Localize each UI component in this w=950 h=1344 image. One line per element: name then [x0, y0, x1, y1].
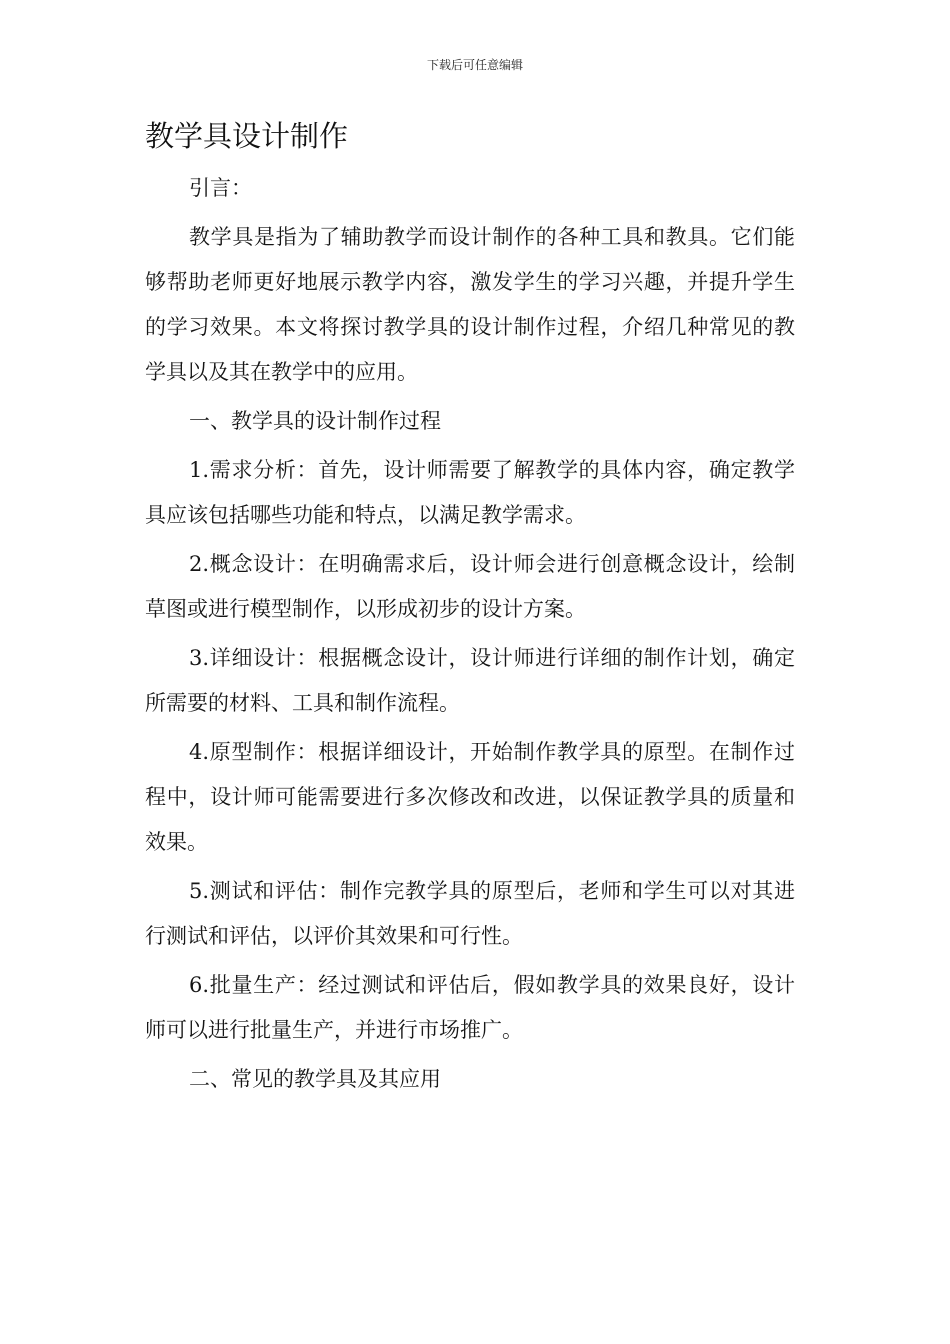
section-heading-process: 一、教学具的设计制作过程	[189, 409, 441, 433]
paragraph-intro-label: 引言：	[189, 176, 252, 200]
paragraph-step-6: 6.批量生产：经过测试和评估后，假如教学具的效果良好，设计师可以进行批量生产，并进行市场推广。	[145, 973, 795, 1042]
paragraph-intro: 教学具是指为了辅助教学而设计制作的各种工具和教具。它们能够帮助老师更好地展示教学内容，激发学生的学习兴趣，并提升学生的学习效果。本文将探讨教学具的设计制作过程，介绍几种常见的教学具以及其在教学中的应用。	[145, 225, 795, 384]
paragraph-step-2: 2.概念设计：在明确需求后，设计师会进行创意概念设计，绘制草图或进行模型制作，以形成初步的设计方案。	[145, 552, 795, 621]
document-title: 教学具设计制作	[145, 119, 349, 153]
paragraph-step-5: 5.测试和评估：制作完教学具的原型后，老师和学生可以对其进行测试和评估，以评价其效果和可行性。	[145, 879, 795, 948]
paragraph-step-4: 4.原型制作：根据详细设计，开始制作教学具的原型。在制作过程中，设计师可能需要进行多次修改和改进，以保证教学具的质量和效果。	[145, 740, 795, 854]
page-header-note: 下载后可任意编辑	[426, 58, 523, 72]
document-body	[145, 166, 795, 1106]
paragraph-step-1: 1.需求分析：首先，设计师需要了解教学的具体内容，确定教学具应该包括哪些功能和特点，以满足教学需求。	[145, 458, 795, 527]
paragraph-step-3: 3.详细设计：根据概念设计，设计师进行详细的制作计划，确定所需要的材料、工具和制作流程。	[145, 646, 795, 715]
section-heading-common-tools: 二、常见的教学具及其应用	[189, 1067, 441, 1091]
